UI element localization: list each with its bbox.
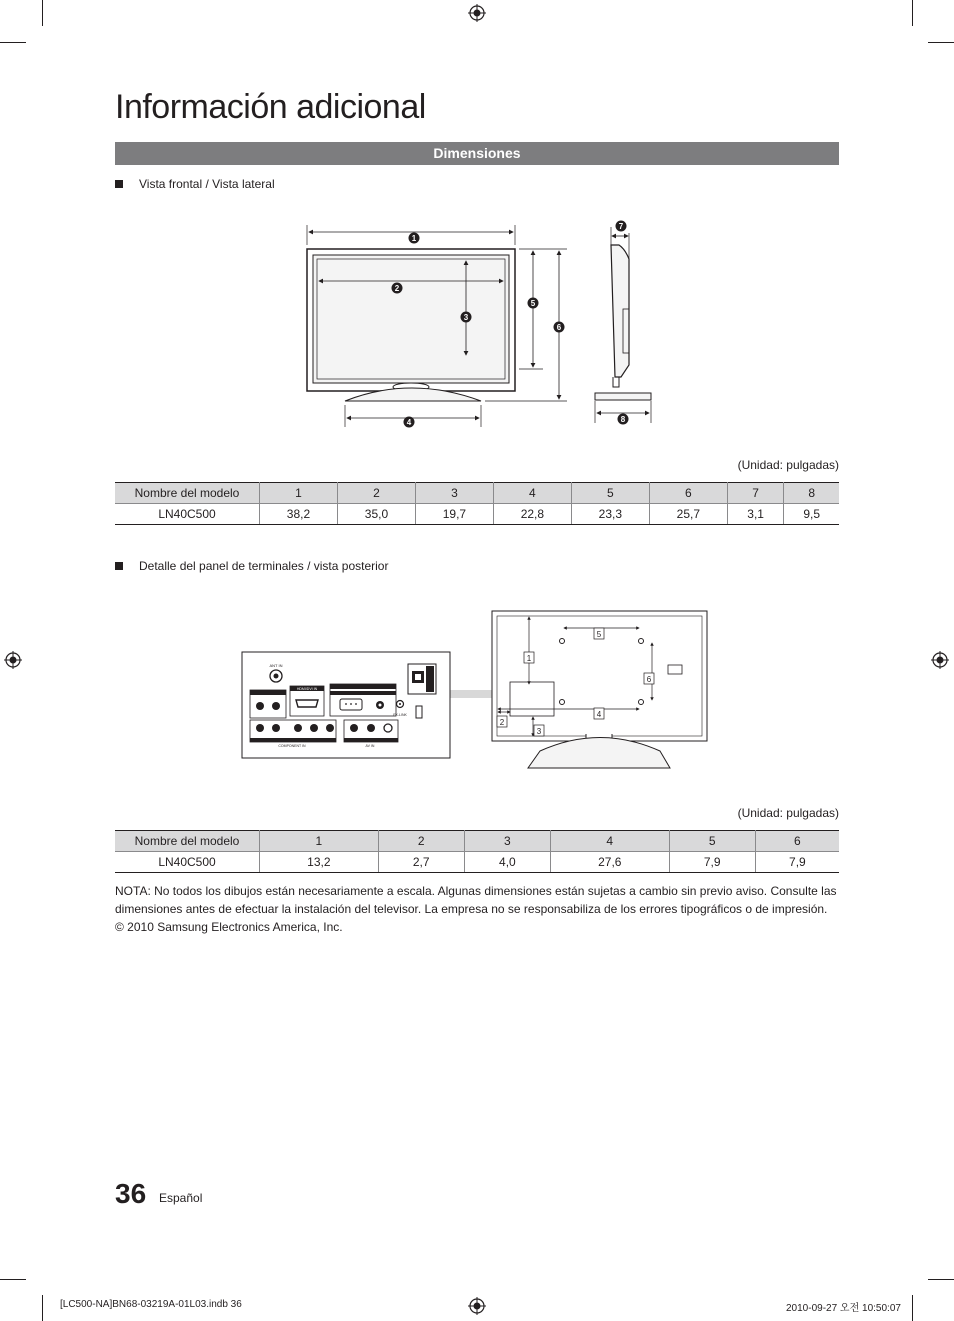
svg-text:HDMI/DVI IN: HDMI/DVI IN — [296, 687, 318, 691]
table-row — [115, 504, 839, 525]
callout-6 — [554, 322, 565, 333]
footer-file-info: [LC500-NA]BN68-03219A-01L03.indb 36 — [60, 1299, 242, 1310]
callout-3 — [461, 312, 472, 323]
svg-text:5: 5 — [596, 630, 602, 639]
page-number: 36 — [115, 1178, 147, 1209]
front-side-view-diagram — [295, 215, 665, 435]
bullet-square-icon — [115, 562, 123, 570]
table-header-row — [115, 831, 839, 852]
page-title: Información adicional — [115, 88, 426, 126]
bullet-terminal-panel — [115, 559, 388, 573]
table-cell: 35,0 — [337, 504, 415, 525]
rear-callout-6 — [644, 673, 654, 684]
table-cell: 9,5 — [784, 504, 839, 525]
svg-text:8: 8 — [620, 415, 626, 424]
crop-mark — [928, 42, 954, 43]
svg-text:3: 3 — [536, 727, 542, 736]
rear-callout-5 — [594, 628, 604, 639]
table-header-cell: 2 — [378, 831, 464, 852]
table-cell: 7,9 — [669, 852, 755, 873]
table-header-cell: 3 — [415, 483, 493, 504]
table-header-cell: 1 — [260, 831, 379, 852]
table-cell: 13,2 — [260, 852, 379, 873]
unit-label: (Unidad: pulgadas) — [737, 806, 839, 820]
callout-7 — [616, 221, 627, 232]
table-cell: 3,1 — [727, 504, 784, 525]
svg-text:EX-LINK: EX-LINK — [393, 713, 407, 717]
svg-text:ANT IN: ANT IN — [269, 663, 283, 668]
crop-mark — [912, 0, 913, 26]
svg-text:5: 5 — [530, 299, 536, 308]
bullet-front-side-view — [115, 177, 275, 191]
bullet-text: Detalle del panel de terminales / vista posterior — [139, 559, 389, 573]
table-header-cell: 5 — [669, 831, 755, 852]
table-header-cell: 4 — [550, 831, 669, 852]
rear-callout-2 — [497, 716, 507, 727]
svg-text:2: 2 — [394, 284, 400, 293]
table-row — [115, 852, 839, 873]
registration-mark-icon — [468, 4, 486, 22]
table-header-cell: 4 — [493, 483, 571, 504]
callout-8 — [618, 414, 629, 425]
table-cell: 2,7 — [378, 852, 464, 873]
bullet-square-icon — [115, 180, 123, 188]
rear-callout-1 — [524, 652, 534, 663]
table-cell: 38,2 — [260, 504, 338, 525]
svg-text:6: 6 — [556, 323, 562, 332]
crop-mark — [42, 1295, 43, 1321]
crop-mark — [912, 1295, 913, 1321]
terminal-panel-rear-view-diagram — [240, 606, 712, 774]
table-cell: LN40C500 — [115, 852, 260, 873]
callout-5 — [528, 298, 539, 309]
registration-mark-icon — [4, 651, 22, 669]
table-header-cell: Nombre del modelo — [115, 831, 260, 852]
section-heading: Dimensiones — [115, 142, 839, 165]
copyright-text: © 2010 Samsung Electronics America, Inc. — [115, 920, 343, 934]
note-block — [115, 882, 839, 936]
svg-text:1: 1 — [411, 234, 417, 243]
unit-label: (Unidad: pulgadas) — [737, 458, 839, 472]
table-cell: 7,9 — [755, 852, 839, 873]
crop-mark — [928, 1279, 954, 1280]
note-text: NOTA: No todos los dibujos están necesariamente a escala. Algunas dimensiones están sujetas a cambio sin previo aviso. Consulte las dimensiones antes de efectuar la instalación del televisor. La empresa no se responsabiliza de los errores tipográficos o de impresión. — [115, 884, 837, 916]
crop-mark — [0, 1279, 26, 1280]
table-cell: 22,8 — [493, 504, 571, 525]
dimensions-table-front — [115, 482, 839, 525]
svg-text:4: 4 — [596, 710, 602, 719]
crop-mark — [42, 0, 43, 26]
table-header-cell: 1 — [260, 483, 338, 504]
svg-text:AV IN: AV IN — [365, 744, 375, 748]
table-header-cell: 6 — [649, 483, 727, 504]
callout-4 — [404, 417, 415, 428]
table-cell: 27,6 — [550, 852, 669, 873]
crop-mark — [0, 42, 26, 43]
table-header-cell: 6 — [755, 831, 839, 852]
svg-text:4: 4 — [406, 418, 412, 427]
table-header-row — [115, 483, 839, 504]
table-header-cell: 7 — [727, 483, 784, 504]
table-cell: 19,7 — [415, 504, 493, 525]
registration-mark-icon — [931, 651, 949, 669]
callout-1 — [409, 233, 420, 244]
table-header-cell: Nombre del modelo — [115, 483, 260, 504]
table-header-cell: 2 — [337, 483, 415, 504]
footer-timestamp: 2010-09-27 오전 10:50:07 — [786, 1303, 901, 1314]
table-header-cell: 8 — [784, 483, 839, 504]
dimensions-table-rear — [115, 830, 839, 873]
svg-text:6: 6 — [646, 675, 652, 684]
rear-callout-4 — [594, 708, 604, 719]
callout-2 — [392, 283, 403, 294]
svg-text:3: 3 — [463, 313, 469, 322]
table-header-cell: 3 — [464, 831, 550, 852]
table-header-cell: 5 — [571, 483, 649, 504]
language-label: Español — [159, 1191, 203, 1205]
bullet-text: Vista frontal / Vista lateral — [139, 177, 275, 191]
svg-text:2: 2 — [499, 718, 505, 727]
svg-text:7: 7 — [618, 222, 624, 231]
table-cell: 23,3 — [571, 504, 649, 525]
rear-callout-3 — [534, 725, 544, 736]
svg-text:COMPONENT IN: COMPONENT IN — [278, 744, 306, 748]
table-cell: LN40C500 — [115, 504, 260, 525]
svg-text:1: 1 — [526, 654, 532, 663]
table-cell: 25,7 — [649, 504, 727, 525]
table-cell: 4,0 — [464, 852, 550, 873]
registration-mark-icon — [468, 1297, 486, 1315]
